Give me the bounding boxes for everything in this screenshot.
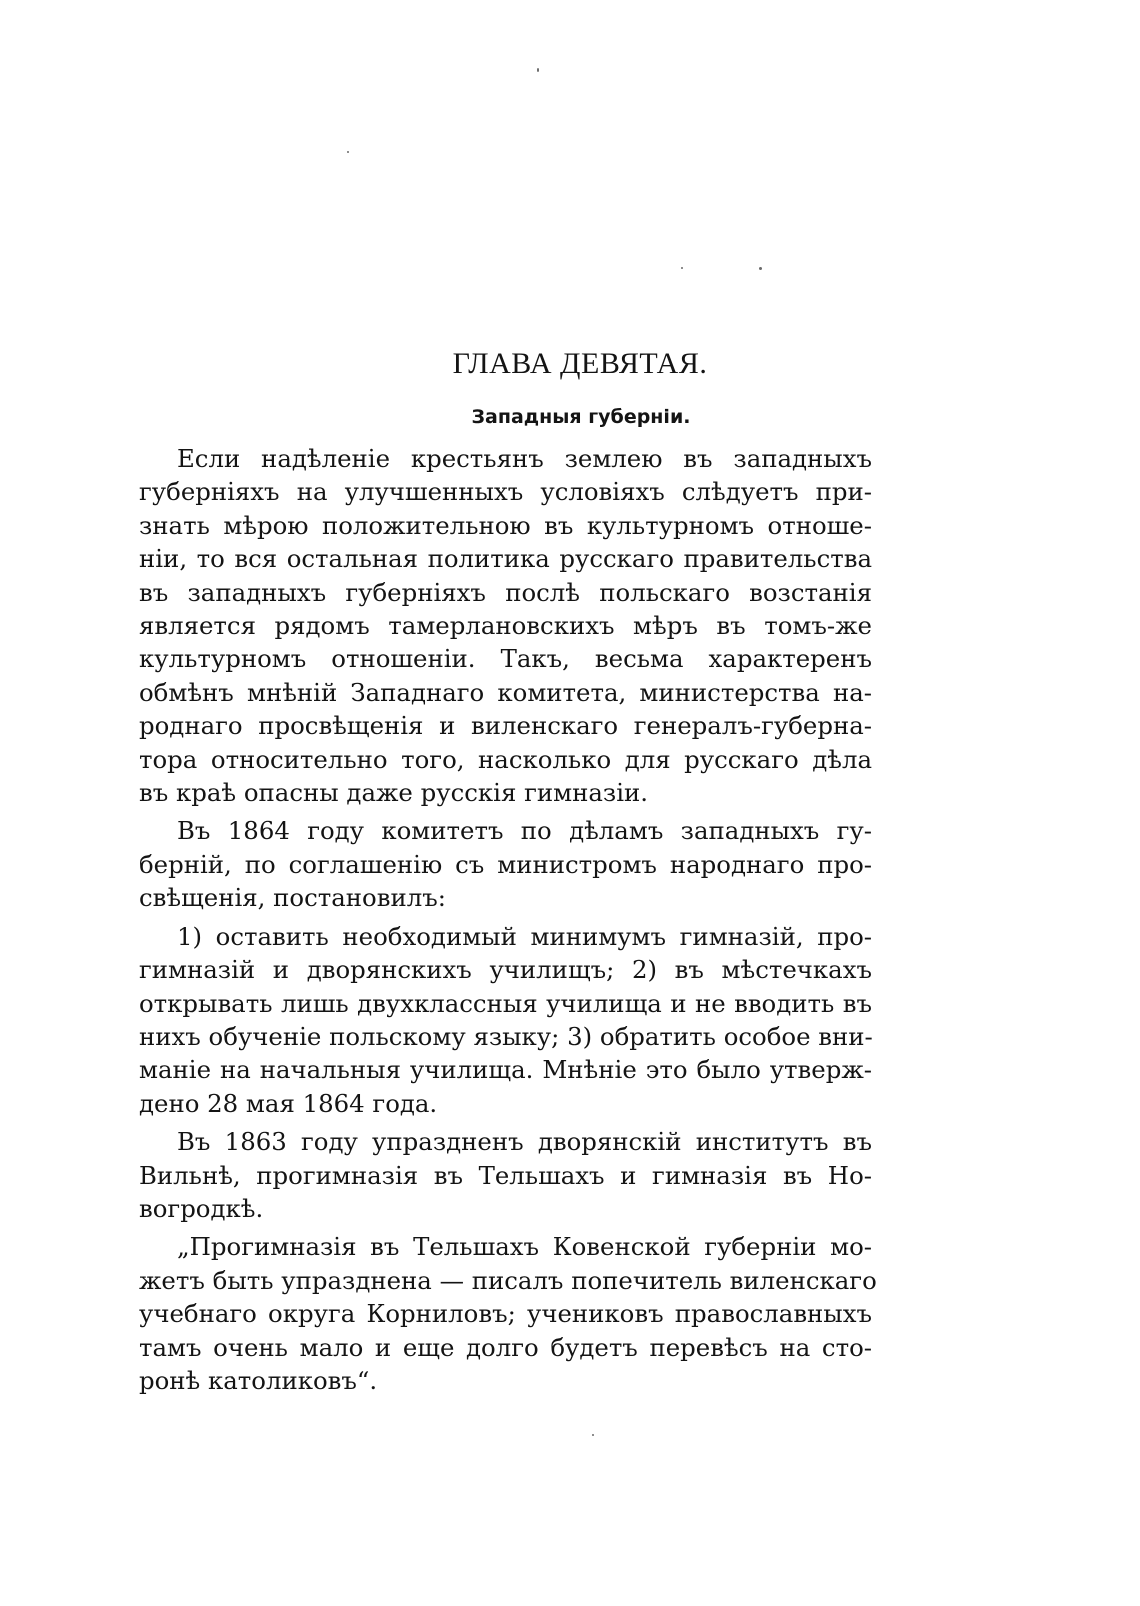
- text-line: маніе на начальныя училища. Мнѣніе это было утверж-: [139, 1055, 872, 1085]
- text-line: 1) оставить необходимый минимумъ гимназій, про-: [177, 921, 872, 951]
- paragraph-1: [139, 442, 872, 809]
- scan-speck: [681, 267, 683, 269]
- text-line: Въ 1864 году комитетъ по дѣламъ западныхъ гу-: [177, 816, 872, 846]
- text-line: тамъ очень мало и еще долго будетъ перевѣсъ на сто-: [139, 1332, 872, 1362]
- text-line: Если надѣленіе крестьянъ землею въ западныхъ: [177, 444, 872, 473]
- text-line: учебнаго округа Корниловъ; учениковъ православныхъ: [139, 1299, 872, 1329]
- text-line: въ краѣ опасны даже русскія гимназіи.: [139, 778, 648, 808]
- scan-speck: [592, 1434, 594, 1436]
- text-line: тора относительно того, насколько для русскаго дѣла: [139, 744, 872, 774]
- text-line: знать мѣрою положительною въ культурномъ отноше-: [139, 510, 872, 540]
- body-text: [139, 442, 877, 1397]
- text-line: ронѣ католиковъ“.: [139, 1365, 378, 1395]
- paragraph-4: [139, 1125, 872, 1225]
- chapter-subtitle: Западныя губерніи.: [471, 406, 691, 428]
- text-line: Въ 1863 году упраздненъ дворянскій институтъ въ: [177, 1127, 872, 1157]
- text-line: вогродкѣ.: [139, 1193, 264, 1223]
- scan-speck: [537, 68, 539, 72]
- text-line: ніи, то вся остальная политика русскаго правительства: [139, 544, 872, 574]
- scan-speck: [759, 267, 762, 270]
- text-line: берній, по соглашенію съ министромъ народнаго про-: [139, 849, 872, 879]
- chapter-title: ГЛАВА ДЕВЯТАЯ.: [452, 347, 708, 380]
- text-line: „Прогимназія въ Тельшахъ Ковенской губерніи мо-: [177, 1232, 872, 1262]
- paragraph-5: [139, 1230, 877, 1397]
- scan-speck: [347, 151, 349, 153]
- text-line: культурномъ отношеніи. Такъ, весьма характеренъ: [139, 644, 872, 674]
- text-line: является рядомъ тамерлановскихъ мѣръ въ томъ-же: [139, 611, 872, 641]
- text-line: обмѣнъ мнѣній Западнаго комитета, министерства на-: [139, 677, 872, 707]
- text-line: дено 28 мая 1864 года.: [139, 1088, 438, 1118]
- text-line: гимназій и дворянскихъ училищъ; 2) въ мѣстечкахъ: [139, 955, 872, 985]
- text-line: нихъ обученіе польскому языку; 3) обратить особое вни-: [139, 1021, 873, 1051]
- paragraph-3: [139, 920, 872, 1120]
- text-line: роднаго просвѣщенія и виленскаго генералъ-губерна-: [139, 711, 872, 741]
- text-line: открывать лишь двухклассныя училища и не вводить въ: [139, 988, 872, 1018]
- text-line: Вильнѣ, прогимназія въ Тельшахъ и гимназія въ Но-: [139, 1160, 872, 1190]
- text-line: въ западныхъ губерніяхъ послѣ польскаго возстанія: [139, 577, 872, 607]
- text-line: губерніяхъ на улучшенныхъ условіяхъ слѣдуетъ при-: [139, 477, 872, 507]
- text-line: свѣщенія, постановилъ:: [139, 883, 446, 913]
- text-line: жетъ быть упразднена — писалъ попечитель виленскаго: [139, 1265, 877, 1295]
- paragraph-2: [139, 814, 872, 914]
